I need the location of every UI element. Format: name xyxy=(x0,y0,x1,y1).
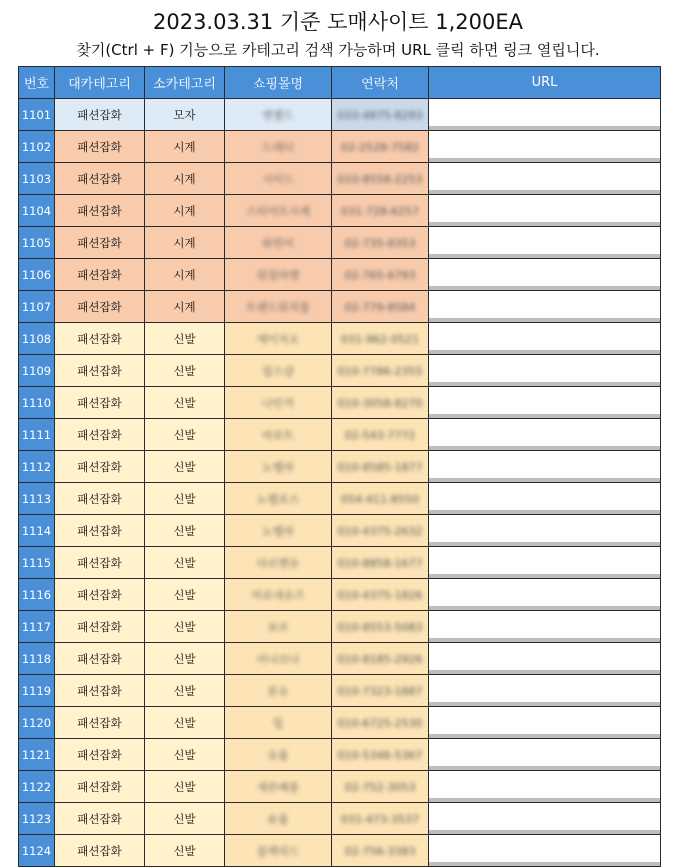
sub-category-cell: 시계 xyxy=(145,291,225,323)
table-row xyxy=(19,483,661,515)
table-row xyxy=(19,579,661,611)
row-number: 1113 xyxy=(19,483,55,515)
url-link-cell[interactable] xyxy=(429,163,661,195)
shop-name-cell xyxy=(225,835,332,867)
contact-text: 02-765-6793 xyxy=(344,268,416,282)
url-link-cell[interactable] xyxy=(429,739,661,771)
url-link-cell[interactable] xyxy=(429,707,661,739)
url-link-cell[interactable] xyxy=(429,515,661,547)
page-title: 2023.03.31 기준 도매사이트 1,200EA xyxy=(152,10,524,34)
shop-name-text: 시이드 xyxy=(262,172,294,186)
row-number: 1112 xyxy=(19,451,55,483)
url-link-cell[interactable] xyxy=(429,131,661,163)
sub-category-cell: 신발 xyxy=(145,675,225,707)
shop-name-cell xyxy=(225,99,332,131)
main-category-cell: 패션잡화 xyxy=(55,547,145,579)
col-header-contact: 연락처 xyxy=(332,67,429,99)
contact-cell xyxy=(332,195,429,227)
main-category-cell: 패션잡화 xyxy=(55,451,145,483)
table-row xyxy=(19,323,661,355)
contact-text: 02-752-3053 xyxy=(344,780,416,794)
contact-text: 010-7786-2355 xyxy=(337,364,423,378)
shop-name-cell xyxy=(225,707,332,739)
contact-text: 010-4875-8293 xyxy=(337,108,423,122)
contact-text: 031-728-6257 xyxy=(341,204,419,218)
url-link-cell[interactable] xyxy=(429,259,661,291)
shop-name-cell xyxy=(225,259,332,291)
table-row xyxy=(19,99,661,131)
sub-category-cell: 신발 xyxy=(145,803,225,835)
row-number: 1115 xyxy=(19,547,55,579)
sub-category-cell: 신발 xyxy=(145,707,225,739)
sub-category-cell: 신발 xyxy=(145,451,225,483)
row-number: 1108 xyxy=(19,323,55,355)
shop-name-cell xyxy=(225,131,332,163)
contact-cell xyxy=(332,803,429,835)
shop-name-cell xyxy=(225,739,332,771)
shop-name-cell xyxy=(225,387,332,419)
shop-name-text: 럽스샵 xyxy=(262,364,294,378)
contact-cell xyxy=(332,547,429,579)
contact-cell xyxy=(332,451,429,483)
col-header-number: 번호 xyxy=(19,67,55,99)
table-row xyxy=(19,675,661,707)
shop-name-text: 드레디 xyxy=(262,140,294,154)
shop-name-cell xyxy=(225,419,332,451)
main-category-cell: 패션잡화 xyxy=(55,387,145,419)
table-row xyxy=(19,835,661,867)
main-category-cell: 패션잡화 xyxy=(55,771,145,803)
contact-cell xyxy=(332,99,429,131)
main-category-cell: 패션잡화 xyxy=(55,707,145,739)
sub-category-cell: 시계 xyxy=(145,227,225,259)
row-number: 1124 xyxy=(19,835,55,867)
contact-cell xyxy=(332,131,429,163)
shop-name-text: 스티어트시계 xyxy=(246,204,310,218)
shop-name-cell xyxy=(225,227,332,259)
shop-name-cell xyxy=(225,803,332,835)
contact-cell xyxy=(332,355,429,387)
main-category-cell: 패션잡화 xyxy=(55,195,145,227)
main-category-cell: 패션잡화 xyxy=(55,355,145,387)
shop-name-text: 다르멘슈 xyxy=(256,556,300,570)
shop-name-cell xyxy=(225,323,332,355)
contact-text: 010-5346-5367 xyxy=(337,748,423,762)
row-number: 1118 xyxy=(19,643,55,675)
main-category-cell: 패션잡화 xyxy=(55,643,145,675)
contact-text: 010-4375-1826 xyxy=(337,588,423,602)
main-category-cell: 패션잡화 xyxy=(55,99,145,131)
shop-name-cell xyxy=(225,195,332,227)
main-category-cell: 패션잡화 xyxy=(55,579,145,611)
shop-name-text: 노벨라 xyxy=(262,460,294,474)
url-link-cell[interactable] xyxy=(429,483,661,515)
col-header-main-category: 대카테고리 xyxy=(55,67,145,99)
header-row xyxy=(19,67,661,99)
main-category-cell: 패션잡화 xyxy=(55,291,145,323)
row-number: 1119 xyxy=(19,675,55,707)
table-row xyxy=(19,163,661,195)
page-subtitle: 찾기(Ctrl + F) 기능으로 카테고리 검색 가능하며 URL 클릭 하면 링크 열립니다. xyxy=(76,41,600,59)
row-number: 1111 xyxy=(19,419,55,451)
shop-name-cell xyxy=(225,675,332,707)
main-category-cell: 패션잡화 xyxy=(55,483,145,515)
table-row xyxy=(19,387,661,419)
col-header-shop-name: 쇼핑몰명 xyxy=(225,67,332,99)
shop-name-text: 워칭마켓 xyxy=(256,268,300,282)
col-header-sub-category: 소카테고리 xyxy=(145,67,225,99)
main-category-cell: 패션잡화 xyxy=(55,675,145,707)
contact-cell xyxy=(332,515,429,547)
row-number: 1107 xyxy=(19,291,55,323)
url-link-cell[interactable] xyxy=(429,611,661,643)
contact-cell xyxy=(332,835,429,867)
contact-text: 010-8585-1877 xyxy=(337,460,423,474)
shop-name-text: 블랙리드 xyxy=(256,844,300,858)
url-link-cell[interactable] xyxy=(429,195,661,227)
sub-category-cell: 신발 xyxy=(145,419,225,451)
contact-text: 054-411-8550 xyxy=(341,492,419,506)
sub-category-cell: 신발 xyxy=(145,835,225,867)
shop-name-text: 미나끄나 xyxy=(256,652,300,666)
contact-text: 031-473-3537 xyxy=(341,812,419,826)
contact-cell xyxy=(332,227,429,259)
contact-cell xyxy=(332,579,429,611)
shop-name-text: 문슈 xyxy=(267,684,289,698)
url-link-cell[interactable] xyxy=(429,227,661,259)
main-category-cell: 패션잡화 xyxy=(55,739,145,771)
contact-cell xyxy=(332,643,429,675)
shop-name-cell xyxy=(225,611,332,643)
table-row xyxy=(19,131,661,163)
shop-name-text: 트렌드워치몰 xyxy=(246,300,310,314)
shop-name-text: 와헌이 xyxy=(262,236,294,250)
contact-text: 010-8858-1677 xyxy=(337,556,423,570)
row-number: 1103 xyxy=(19,163,55,195)
shop-name-text: 유룸 xyxy=(267,812,289,826)
shop-name-text: 미로네슈즈 xyxy=(251,588,305,602)
shop-name-text: 마보트 xyxy=(262,428,294,442)
main-category-cell: 패션잡화 xyxy=(55,323,145,355)
row-number: 1104 xyxy=(19,195,55,227)
main-category-cell: 패션잡화 xyxy=(55,515,145,547)
row-number: 1105 xyxy=(19,227,55,259)
contact-text: 010-8185-2926 xyxy=(337,652,423,666)
shop-name-text: 세븐베롱 xyxy=(256,780,300,794)
row-number: 1109 xyxy=(19,355,55,387)
url-link-cell[interactable] xyxy=(429,323,661,355)
contact-cell xyxy=(332,259,429,291)
shop-name-text: 슈룸 xyxy=(267,748,289,762)
shop-name-text: 엔젤드 xyxy=(262,108,294,122)
url-link-cell[interactable] xyxy=(429,835,661,867)
main-category-cell: 패션잡화 xyxy=(55,419,145,451)
sub-category-cell: 시계 xyxy=(145,163,225,195)
table-row xyxy=(19,547,661,579)
shop-name-cell xyxy=(225,355,332,387)
shop-name-cell xyxy=(225,771,332,803)
contact-text: 031-962-0521 xyxy=(341,332,419,346)
shop-name-text: 밀 xyxy=(272,716,284,730)
url-link-cell[interactable] xyxy=(429,547,661,579)
contact-cell xyxy=(332,675,429,707)
url-link-cell[interactable] xyxy=(429,451,661,483)
shop-name-cell xyxy=(225,515,332,547)
main-category-cell: 패션잡화 xyxy=(55,611,145,643)
shop-name-text: 나인커 xyxy=(262,396,294,410)
sub-category-cell: 신발 xyxy=(145,387,225,419)
row-number: 1122 xyxy=(19,771,55,803)
sub-category-cell: 시계 xyxy=(145,195,225,227)
contact-cell xyxy=(332,483,429,515)
row-number: 1121 xyxy=(19,739,55,771)
table-row xyxy=(19,707,661,739)
table-row xyxy=(19,451,661,483)
contact-cell xyxy=(332,387,429,419)
contact-text: 010-7323-1887 xyxy=(337,684,423,698)
contact-text: 02-2528-7582 xyxy=(341,140,419,154)
sub-category-cell: 모자 xyxy=(145,99,225,131)
shop-name-cell xyxy=(225,483,332,515)
row-number: 1123 xyxy=(19,803,55,835)
shop-name-cell xyxy=(225,547,332,579)
sub-category-cell: 신발 xyxy=(145,515,225,547)
sub-category-cell: 신발 xyxy=(145,579,225,611)
main-category-cell: 패션잡화 xyxy=(55,803,145,835)
url-link-cell[interactable] xyxy=(429,643,661,675)
shop-name-cell xyxy=(225,163,332,195)
col-header-url: URL xyxy=(429,67,661,99)
table-row xyxy=(19,291,661,323)
shop-name-text: 에이치오 xyxy=(256,332,300,346)
contact-text: 02-735-8353 xyxy=(344,236,416,250)
contact-text: 010-3058-8270 xyxy=(337,396,423,410)
shop-name-cell xyxy=(225,579,332,611)
contact-cell xyxy=(332,771,429,803)
table-row xyxy=(19,771,661,803)
url-link-cell[interactable] xyxy=(429,675,661,707)
row-number: 1106 xyxy=(19,259,55,291)
row-number: 1117 xyxy=(19,611,55,643)
table-row xyxy=(19,355,661,387)
contact-text: 02-756-3383 xyxy=(344,844,416,858)
row-number: 1101 xyxy=(19,99,55,131)
contact-cell xyxy=(332,163,429,195)
url-link-cell[interactable] xyxy=(429,579,661,611)
table-row xyxy=(19,227,661,259)
row-number: 1120 xyxy=(19,707,55,739)
url-link-cell[interactable] xyxy=(429,771,661,803)
contact-text: 02-779-8584 xyxy=(344,300,416,314)
sub-category-cell: 신발 xyxy=(145,483,225,515)
sub-category-cell: 시계 xyxy=(145,259,225,291)
main-category-cell: 패션잡화 xyxy=(55,227,145,259)
contact-cell xyxy=(332,291,429,323)
sub-category-cell: 신발 xyxy=(145,323,225,355)
shop-name-text: 노벨라 xyxy=(262,524,294,538)
table-row xyxy=(19,515,661,547)
sub-category-cell: 신발 xyxy=(145,739,225,771)
table-body xyxy=(19,99,661,867)
contact-text: 010-4375-2632 xyxy=(337,524,423,538)
main-category-cell: 패션잡화 xyxy=(55,835,145,867)
contact-text: 010-8558-2253 xyxy=(337,172,423,186)
table-row xyxy=(19,643,661,675)
shop-name-cell xyxy=(225,291,332,323)
shop-name-cell xyxy=(225,643,332,675)
contact-text: 02-543-7772 xyxy=(344,428,416,442)
row-number: 1110 xyxy=(19,387,55,419)
table-row xyxy=(19,259,661,291)
shop-name-text: 보브 xyxy=(267,620,289,634)
row-number: 1102 xyxy=(19,131,55,163)
row-number: 1114 xyxy=(19,515,55,547)
row-number: 1116 xyxy=(19,579,55,611)
shop-name-text: 노벨로스 xyxy=(256,492,300,506)
contact-cell xyxy=(332,419,429,451)
sub-category-cell: 신발 xyxy=(145,547,225,579)
wholesale-site-table xyxy=(18,66,661,867)
sub-category-cell: 신발 xyxy=(145,355,225,387)
sub-category-cell: 신발 xyxy=(145,771,225,803)
table-row xyxy=(19,803,661,835)
shop-name-cell xyxy=(225,451,332,483)
contact-cell xyxy=(332,611,429,643)
url-link-cell[interactable] xyxy=(429,803,661,835)
table-row xyxy=(19,739,661,771)
table-row xyxy=(19,195,661,227)
sub-category-cell: 신발 xyxy=(145,611,225,643)
url-link-cell[interactable] xyxy=(429,355,661,387)
url-link-cell[interactable] xyxy=(429,99,661,131)
sub-category-cell: 시계 xyxy=(145,131,225,163)
contact-text: 010-8553-5083 xyxy=(337,620,423,634)
sub-category-cell: 신발 xyxy=(145,643,225,675)
url-link-cell[interactable] xyxy=(429,387,661,419)
url-link-cell[interactable] xyxy=(429,291,661,323)
contact-cell xyxy=(332,323,429,355)
table-row xyxy=(19,611,661,643)
contact-text: 010-6725-2530 xyxy=(337,716,423,730)
main-category-cell: 패션잡화 xyxy=(55,163,145,195)
main-category-cell: 패션잡화 xyxy=(55,131,145,163)
contact-cell xyxy=(332,739,429,771)
url-link-cell[interactable] xyxy=(429,419,661,451)
contact-cell xyxy=(332,707,429,739)
main-category-cell: 패션잡화 xyxy=(55,259,145,291)
table-row xyxy=(19,419,661,451)
